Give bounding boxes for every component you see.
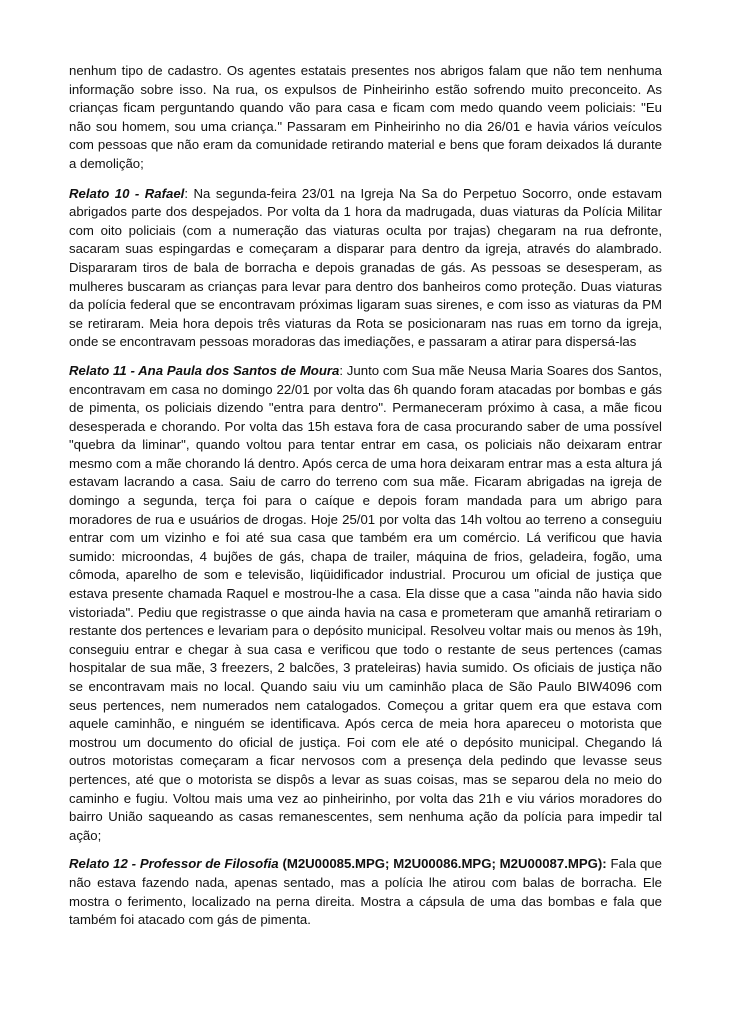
paragraph-continuation — [69, 62, 662, 174]
relato-12-paragraph — [69, 855, 662, 929]
relato-11-title: Relato 11 - Ana Paula dos Santos de Moura — [69, 362, 340, 378]
relato-12-files: (M2U00085.MPG; M2U00086.MPG; M2U00087.MPG): — [278, 856, 607, 872]
relato-11-paragraph — [69, 362, 662, 845]
document-page — [69, 62, 662, 940]
relato-10-paragraph — [69, 185, 662, 352]
relato-12-body: Fala que não estava fazendo nada, apenas sentado, mas a polícia lhe atirou com balas de borracha. Ele mostra o ferimento, localizado na perna direita. Mostra a cápsula de uma das bombas e fala que também foi atacado com gás de pimenta. — [69, 856, 662, 928]
relato-12-title: Relato 12 - Professor de Filosofia — [69, 856, 279, 872]
relato-10-title: Relato 10 - Rafael — [69, 185, 185, 201]
paragraph-body: nenhum tipo de cadastro. Os agentes estatais presentes nos abrigos falam que não tem nenhuma informação sobre isso. Na rua, os expulsos de Pinheirinho estão sofrendo muito preconceito. As crianças ficam perguntando quando vão para casa e ficam com medo quando veem policiais: "Eu não sou homem, sou uma criança." Passaram em Pinheirinho no dia 26/01 e havia vários veículos com pessoas que não eram da comunidade retirando material e bens que foram deixados lá durante a demolição; — [69, 63, 662, 171]
relato-11-body: : Junto com Sua mãe Neusa Maria Soares dos Santos, encontravam em casa no domingo 22/01 por volta das 6h quando foram atacadas por bombas e gás de pimenta, os policiais dizendo "entra para dentro". Permaneceram próximo à casa, a mãe ficou desesperada e chorando. Por volta das 15h estava fora de casa procurando saber de uma possível "quebra da liminar", quando voltou para tentar entrar em casa, os policiais não deixaram entrar mesmo com a mãe chorando lá dentro. Após cerca de uma hora deixaram entrar mas a esta altura já estavam lacrando a casa. Saiu de carro do terreno com sua mãe. Ficaram abrigadas na igreja de domingo a segunda, terça foi para o caíque e depois foram mandada para um abrigo para moradores de rua e usuários de drogas. Hoje 25/01 por volta das 14h voltou ao terreno a conseguiu entrar com um vizinho e foi até sua casa que também era um comércio. Lá verificou que havia sumido: microondas, 4 bujões de gás, chapa de trailer, máquina de frios, geladeira, fogão, uma cômoda, aparelho de som e televisão, liqüidificador industrial. Procurou um oficial de justiça que estava presente chamada Raquel e mostrou-lhe a casa. Ela disse que a casa "ainda não havia sido vistoriada". Pediu que registrasse o que ainda havia na casa e prometeram que amanhã retirariam o restante dos pertences e levariam para o depósito municipal. Resolveu voltar mais ou menos às 19h, conseguiu entrar e chegar à sua casa e verificou que todo o restante de seus pertences (camas hospitalar de sua mãe, 3 freezers, 2 balcões, 3 prateleiras) havia sumido. Os oficiais de justiça não se encontravam mais no local. Quando saiu viu um caminhão placa de São Paulo BIW4096 com seus pertences, nem numerados nem catalogados. Começou a gritar quem era que estava com aquele caminhão, e ninguém se identificava. Após cerca de meia hora apareceu o motorista que mostrou um documento do oficial de justiça. Foi com ele até o depósito municipal. Chegando lá outros motoristas começaram a ficar nervosos com a presença dela pedindo que levasse seus pertences, até que o motorista se dispôs a levar as suas coisas, mas se separou dela no meio do caminho e fugiu. Voltou mais uma vez ao pinheirinho, por volta das 21h e viu vários moradores do bairro União saqueando as casas remanescentes, sem nenhuma ação da polícia para impedir tal ação; — [69, 362, 662, 843]
relato-10-body: : Na segunda-feira 23/01 na Igreja Na Sa do Perpetuo Socorro, onde estavam abrigados parte dos despejados. Por volta da 1 hora da madrugada, duas viaturas da Polícia Militar com oito policiais (com a numeração das viaturas oculta por trajas) chegaram na rua defronte, sacaram suas espingardas e começaram a disparar para dentro da igreja, através do alambrado. Dispararam tiros de bala de borracha e depois granadas de gás. As pessoas se desesperam, as mulheres buscaram as crianças para levar para dentro dos banheiros como proteção. Duas viaturas da polícia federal que se encontravam próximas ligaram suas sirenes, e com isso as viaturas da PM se retiraram. Meia hora depois três viaturas da Rota se posicionaram nas ruas em torno da igreja, onde se encontravam pessoas moradoras das imediações, e passaram a atirar para dispersá-las — [69, 185, 662, 350]
